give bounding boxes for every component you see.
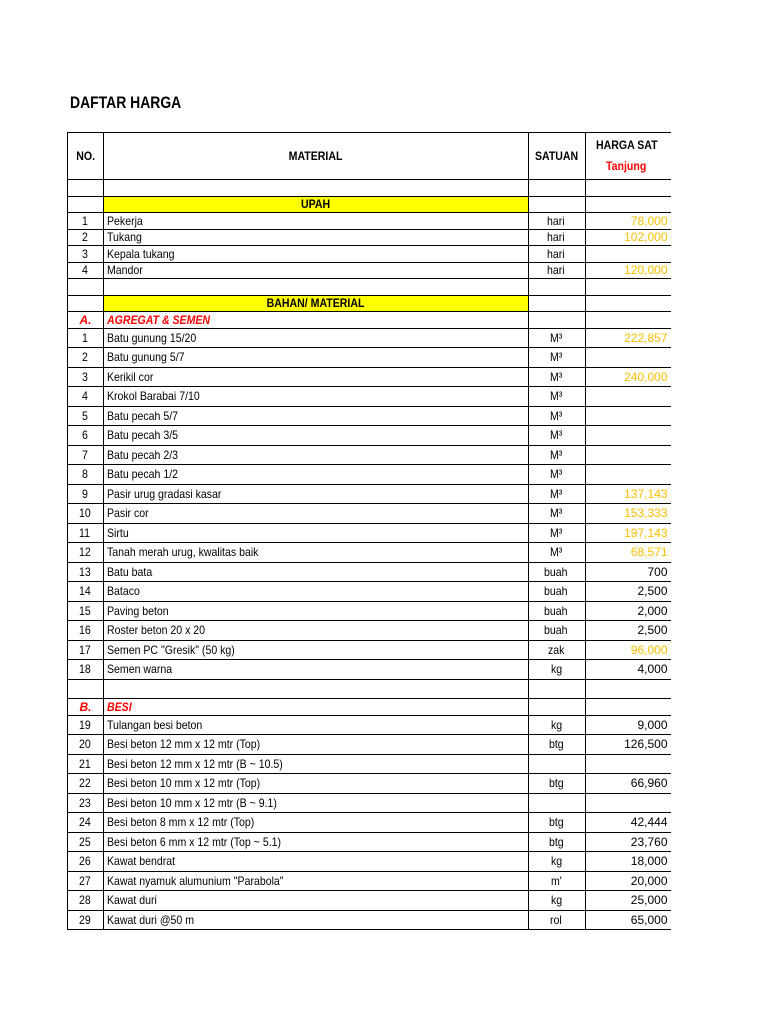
row-harga: 2,500: [586, 582, 671, 602]
row-harga: [586, 754, 671, 774]
table-row: [68, 793, 671, 813]
table-row: [68, 543, 671, 563]
section-bahan-row: [68, 295, 671, 312]
row-harga: 20,000: [586, 871, 671, 891]
row-satuan: M³: [529, 387, 586, 407]
row-material: Tukang: [104, 229, 529, 246]
row-material: Kawat duri @50 m: [104, 910, 529, 930]
row-harga: 42,444: [586, 813, 671, 833]
category-besi-code: B.: [68, 699, 104, 716]
table-row: [68, 813, 671, 833]
row-satuan: kg: [529, 852, 586, 872]
row-harga: 700: [586, 562, 671, 582]
row-material: Kerikil cor: [104, 367, 529, 387]
table-row: [68, 640, 671, 660]
table-row: [68, 328, 671, 348]
row-satuan: [529, 793, 586, 813]
row-material: Batu pecah 2/3: [104, 445, 529, 465]
row-satuan: M³: [529, 465, 586, 485]
header-material: MATERIAL: [104, 133, 529, 180]
row-satuan: btg: [529, 813, 586, 833]
row-material: Batu pecah 3/5: [104, 426, 529, 446]
row-harga: 222,857: [586, 328, 671, 348]
table-row: [68, 852, 671, 872]
table-row: [68, 562, 671, 582]
page-title: DAFTAR HARGA: [70, 93, 182, 112]
row-harga: 2,000: [586, 601, 671, 621]
row-no: 22: [68, 774, 104, 794]
row-satuan: [529, 754, 586, 774]
header-row: [68, 133, 671, 180]
row-material: Kawat duri: [104, 891, 529, 911]
row-harga: 126,500: [586, 735, 671, 755]
row-satuan: hari: [529, 246, 586, 263]
row-harga: [586, 406, 671, 426]
row-no: 12: [68, 543, 104, 563]
row-satuan: kg: [529, 891, 586, 911]
category-agregat-name: AGREGAT & SEMEN: [104, 312, 529, 329]
row-harga: [586, 348, 671, 368]
table-row: [68, 774, 671, 794]
price-table: [67, 132, 671, 930]
row-no: 2: [68, 348, 104, 368]
row-no: 4: [68, 387, 104, 407]
row-no: 19: [68, 715, 104, 735]
row-material: Sirtu: [104, 523, 529, 543]
row-harga: 153,333: [586, 504, 671, 524]
table-row: [68, 891, 671, 911]
row-harga: [586, 445, 671, 465]
header-lokasi-label: Tanjung: [606, 159, 647, 173]
row-harga: 25,000: [586, 891, 671, 911]
row-harga: [586, 387, 671, 407]
row-satuan: M³: [529, 484, 586, 504]
row-material: Tulangan besi beton: [104, 715, 529, 735]
table-row: [68, 367, 671, 387]
row-no: 21: [68, 754, 104, 774]
row-satuan: m': [529, 871, 586, 891]
row-satuan: kg: [529, 660, 586, 680]
row-material: Pasir cor: [104, 504, 529, 524]
row-satuan: M³: [529, 426, 586, 446]
row-material: Batu pecah 5/7: [104, 406, 529, 426]
section-upah-row: [68, 196, 671, 213]
row-harga: 137,143: [586, 484, 671, 504]
table-row: [68, 910, 671, 930]
row-harga: 197,143: [586, 523, 671, 543]
row-no: 7: [68, 445, 104, 465]
row-satuan: M³: [529, 367, 586, 387]
row-no: 1: [68, 213, 104, 230]
row-satuan: btg: [529, 774, 586, 794]
category-agregat-row: [68, 312, 671, 329]
table-row: [68, 832, 671, 852]
row-satuan: buah: [529, 601, 586, 621]
row-harga: [586, 793, 671, 813]
table-row: [68, 262, 671, 279]
row-harga: 120,000: [586, 262, 671, 279]
table-row: [68, 246, 671, 263]
table-row: [68, 601, 671, 621]
row-satuan: M³: [529, 543, 586, 563]
row-harga: 102,000: [586, 229, 671, 246]
row-satuan: hari: [529, 262, 586, 279]
row-no: 10: [68, 504, 104, 524]
table-row: [68, 387, 671, 407]
category-agregat-code: A.: [68, 312, 104, 329]
row-material: Pekerja: [104, 213, 529, 230]
row-material: Batu bata: [104, 562, 529, 582]
row-no: 20: [68, 735, 104, 755]
row-material: Batu gunung 5/7: [104, 348, 529, 368]
row-harga: 65,000: [586, 910, 671, 930]
row-satuan: rol: [529, 910, 586, 930]
row-harga: 96,000: [586, 640, 671, 660]
spacer-row: [68, 279, 671, 296]
row-harga: 2,500: [586, 621, 671, 641]
section-bahan: BAHAN/ MATERIAL: [104, 295, 529, 312]
row-satuan: M³: [529, 445, 586, 465]
row-no: 17: [68, 640, 104, 660]
row-material: Semen PC "Gresik" (50 kg): [104, 640, 529, 660]
row-no: 14: [68, 582, 104, 602]
table-row: [68, 523, 671, 543]
header-satuan: SATUAN: [529, 133, 586, 180]
table-row: [68, 213, 671, 230]
row-satuan: hari: [529, 213, 586, 230]
row-satuan: M³: [529, 328, 586, 348]
row-harga: 4,000: [586, 660, 671, 680]
row-no: 29: [68, 910, 104, 930]
table-row: [68, 660, 671, 680]
row-no: 23: [68, 793, 104, 813]
table-row: [68, 484, 671, 504]
row-satuan: hari: [529, 229, 586, 246]
row-no: 11: [68, 523, 104, 543]
table-row: [68, 871, 671, 891]
row-no: 25: [68, 832, 104, 852]
row-harga: [586, 465, 671, 485]
row-no: 4: [68, 262, 104, 279]
row-material: Besi beton 8 mm x 12 mtr (Top): [104, 813, 529, 833]
row-harga: 9,000: [586, 715, 671, 735]
row-material: Paving beton: [104, 601, 529, 621]
table-row: [68, 504, 671, 524]
spacer-row: [68, 180, 671, 197]
spacer-row: [68, 679, 671, 699]
row-no: 26: [68, 852, 104, 872]
row-satuan: M³: [529, 504, 586, 524]
table-row: [68, 715, 671, 735]
category-besi-row: [68, 699, 671, 716]
row-no: 3: [68, 246, 104, 263]
table-row: [68, 465, 671, 485]
row-satuan: kg: [529, 715, 586, 735]
table-row: [68, 348, 671, 368]
table-row: [68, 582, 671, 602]
table-row: [68, 621, 671, 641]
row-harga: [586, 246, 671, 263]
table-row: [68, 426, 671, 446]
row-satuan: buah: [529, 562, 586, 582]
table-row: [68, 406, 671, 426]
row-material: Besi beton 6 mm x 12 mtr (Top ~ 5.1): [104, 832, 529, 852]
row-material: Batu gunung 15/20: [104, 328, 529, 348]
row-material: Kawat nyamuk alumunium "Parabola": [104, 871, 529, 891]
row-material: Besi beton 12 mm x 12 mtr (B ~ 10.5): [104, 754, 529, 774]
row-material: Pasir urug gradasi kasar: [104, 484, 529, 504]
row-satuan: buah: [529, 621, 586, 641]
row-material: Kawat bendrat: [104, 852, 529, 872]
table-row: [68, 229, 671, 246]
row-harga: [586, 426, 671, 446]
row-satuan: btg: [529, 832, 586, 852]
row-no: 9: [68, 484, 104, 504]
row-material: Mandor: [104, 262, 529, 279]
category-besi-name: BESI: [104, 699, 529, 716]
header-no: NO.: [68, 133, 104, 180]
row-no: 27: [68, 871, 104, 891]
row-no: 18: [68, 660, 104, 680]
row-satuan: M³: [529, 406, 586, 426]
row-satuan: M³: [529, 348, 586, 368]
row-material: Kepala tukang: [104, 246, 529, 263]
row-no: 8: [68, 465, 104, 485]
row-material: Roster beton 20 x 20: [104, 621, 529, 641]
row-no: 15: [68, 601, 104, 621]
table-row: [68, 445, 671, 465]
row-harga: 18,000: [586, 852, 671, 872]
row-material: Krokol Barabai 7/10: [104, 387, 529, 407]
row-satuan: zak: [529, 640, 586, 660]
table-row: [68, 735, 671, 755]
row-harga: 240,000: [586, 367, 671, 387]
row-no: 5: [68, 406, 104, 426]
row-no: 13: [68, 562, 104, 582]
row-material: Semen warna: [104, 660, 529, 680]
row-material: Besi beton 12 mm x 12 mtr (Top): [104, 735, 529, 755]
row-material: Besi beton 10 mm x 12 mtr (B ~ 9.1): [104, 793, 529, 813]
row-no: 28: [68, 891, 104, 911]
row-material: Batu pecah 1/2: [104, 465, 529, 485]
row-harga: 68,571: [586, 543, 671, 563]
row-no: 16: [68, 621, 104, 641]
row-material: Tanah merah urug, kwalitas baik: [104, 543, 529, 563]
row-no: 24: [68, 813, 104, 833]
row-harga: 78,000: [586, 213, 671, 230]
row-material: Bataco: [104, 582, 529, 602]
row-no: 1: [68, 328, 104, 348]
row-no: 3: [68, 367, 104, 387]
row-material: Besi beton 10 mm x 12 mtr (Top): [104, 774, 529, 794]
section-upah: UPAH: [104, 196, 529, 213]
header-harga: [586, 133, 671, 180]
row-satuan: buah: [529, 582, 586, 602]
row-harga: 66,960: [586, 774, 671, 794]
row-no: 6: [68, 426, 104, 446]
header-harga-label: HARGA SAT: [596, 138, 658, 152]
row-no: 2: [68, 229, 104, 246]
row-satuan: btg: [529, 735, 586, 755]
row-harga: 23,760: [586, 832, 671, 852]
table-row: [68, 754, 671, 774]
row-satuan: M³: [529, 523, 586, 543]
